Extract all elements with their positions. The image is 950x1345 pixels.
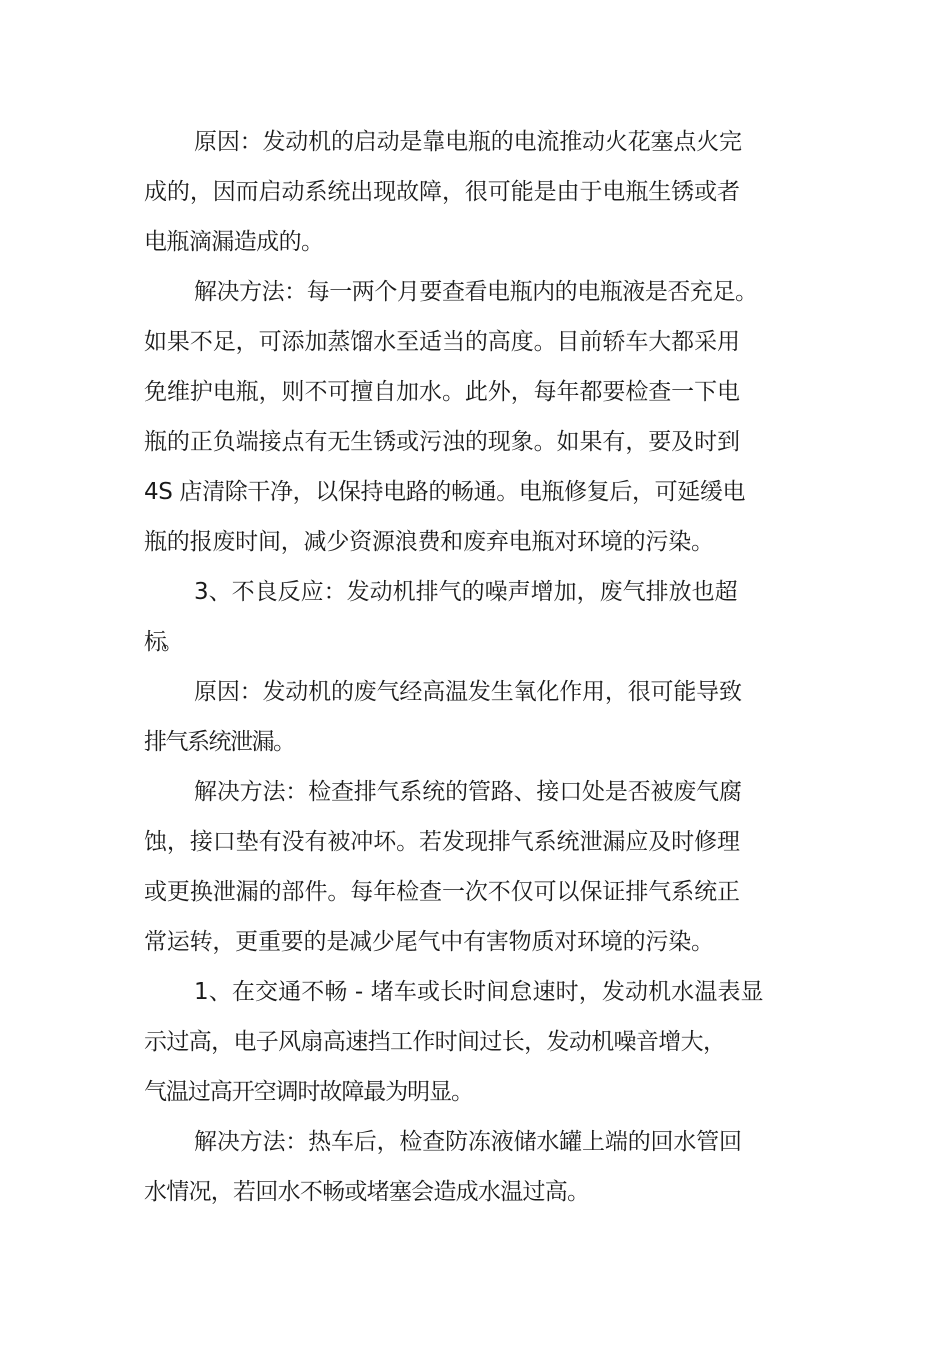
text-line: 3、不良反应：发动机排气的噪声增加，废气排放也超 xyxy=(194,579,738,605)
text-line: 瓶的正负端接点有无生锈或污浊的现象。如果有，要及时到 xyxy=(144,429,740,455)
text-line: 常运转，更重要的是减少尾气中有害物质对环境的污染。 xyxy=(144,929,714,955)
text-line: 4S 店清除干净，以保持电路的畅通。电瓶修复后，可延缓电 xyxy=(144,479,746,505)
text-line: 免维护电瓶，则不可擅自加水。此外，每年都要检查一下电 xyxy=(144,379,740,405)
text-line: 排气系统泄漏。 xyxy=(144,729,295,755)
text-line: 1、在交通不畅 - 堵车或长时间怠速时，发动机水温表显 xyxy=(194,979,764,1005)
text-line: 如果不足，可添加蒸馏水至适当的高度。目前轿车大都采用 xyxy=(144,329,740,355)
text-line: 水情况，若回水不畅或堵塞会造成水温过高。 xyxy=(144,1179,590,1205)
text-line: 解决方法：每一两个月要查看电瓶内的电瓶液是否充足。 xyxy=(194,279,758,305)
text-line: 气温过高开空调时故障最为明显。 xyxy=(144,1079,473,1105)
text-line: 电瓶滴漏造成的。 xyxy=(144,229,324,255)
text-line: 标。 xyxy=(144,629,178,655)
text-line: 成的，因而启动系统出现故障，很可能是由于电瓶生锈或者 xyxy=(144,179,740,205)
text-line: 瓶的报废时间，减少资源浪费和废弃电瓶对环境的污染。 xyxy=(144,529,714,555)
text-line: 解决方法：热车后，检查防冻液储水罐上端的回水管回 xyxy=(194,1129,742,1155)
text-line: 蚀，接口垫有没有被冲坏。若发现排气系统泄漏应及时修理 xyxy=(144,829,740,855)
text-line: 或更换泄漏的部件。每年检查一次不仅可以保证排气系统正 xyxy=(144,879,740,905)
text-line: 示过高，电子风扇高速挡工作时间过长，发动机噪音增大， xyxy=(144,1029,726,1055)
text-line: 原因：发动机的启动是靠电瓶的电流推动火花塞点火完 xyxy=(194,129,742,155)
text-line: 解决方法：检查排气系统的管路、接口处是否被废气腐 xyxy=(194,779,742,805)
text-line: 原因：发动机的废气经高温发生氧化作用，很可能导致 xyxy=(194,679,742,705)
